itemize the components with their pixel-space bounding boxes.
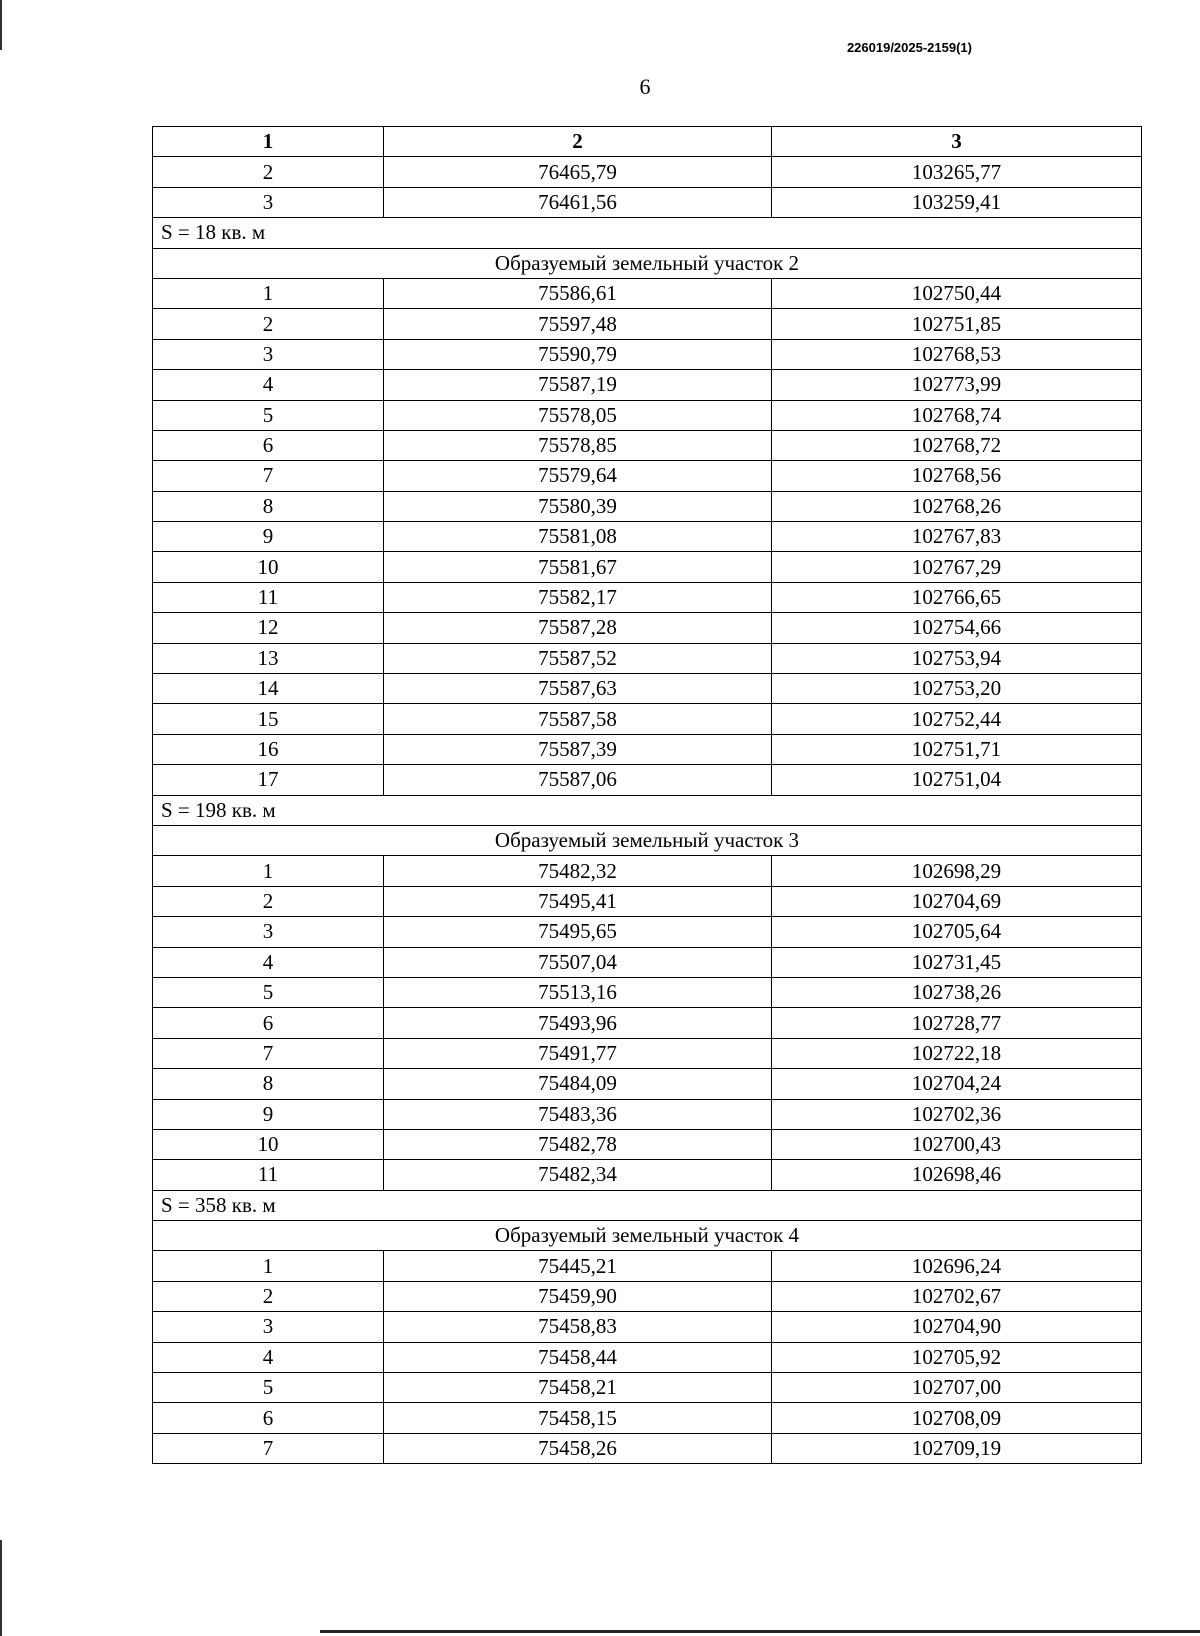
y-coordinate-cell: 102754,66 <box>772 613 1142 643</box>
y-coordinate-cell: 102773,99 <box>772 370 1142 400</box>
x-coordinate-cell: 75495,41 <box>384 886 772 916</box>
point-number-cell: 1 <box>153 278 384 308</box>
table-row <box>153 1403 1142 1433</box>
x-coordinate-cell: 75491,77 <box>384 1038 772 1068</box>
table-row <box>153 643 1142 673</box>
table-row <box>153 1312 1142 1342</box>
area-row <box>153 1190 1142 1220</box>
y-coordinate-cell: 102753,94 <box>772 643 1142 673</box>
x-coordinate-cell: 75493,96 <box>384 1008 772 1038</box>
y-coordinate-cell: 102767,29 <box>772 552 1142 582</box>
point-number-cell: 11 <box>153 582 384 612</box>
column-header: 2 <box>384 127 772 157</box>
point-number-cell: 5 <box>153 1373 384 1403</box>
y-coordinate-cell: 102698,29 <box>772 856 1142 886</box>
area-label: S = 198 кв. м <box>153 795 1142 825</box>
x-coordinate-cell: 75587,58 <box>384 704 772 734</box>
point-number-cell: 7 <box>153 1433 384 1463</box>
y-coordinate-cell: 102704,90 <box>772 1312 1142 1342</box>
point-number-cell: 8 <box>153 1069 384 1099</box>
section-title: Образуемый земельный участок 4 <box>153 1221 1142 1251</box>
table-row <box>153 917 1142 947</box>
table-row <box>153 947 1142 977</box>
y-coordinate-cell: 102768,26 <box>772 491 1142 521</box>
table-row <box>153 1129 1142 1159</box>
point-number-cell: 2 <box>153 157 384 187</box>
y-coordinate-cell: 102752,44 <box>772 704 1142 734</box>
y-coordinate-cell: 102768,53 <box>772 339 1142 369</box>
y-coordinate-cell: 102705,64 <box>772 917 1142 947</box>
x-coordinate-cell: 75580,39 <box>384 491 772 521</box>
y-coordinate-cell: 102707,00 <box>772 1373 1142 1403</box>
table-row <box>153 278 1142 308</box>
point-number-cell: 11 <box>153 1160 384 1190</box>
table-row <box>153 1008 1142 1038</box>
y-coordinate-cell: 102704,69 <box>772 886 1142 916</box>
point-number-cell: 10 <box>153 552 384 582</box>
y-coordinate-cell: 103259,41 <box>772 187 1142 217</box>
point-number-cell: 1 <box>153 856 384 886</box>
point-number-cell: 2 <box>153 309 384 339</box>
column-header: 3 <box>772 127 1142 157</box>
y-coordinate-cell: 102731,45 <box>772 947 1142 977</box>
x-coordinate-cell: 75458,26 <box>384 1433 772 1463</box>
x-coordinate-cell: 75587,06 <box>384 765 772 795</box>
x-coordinate-cell: 75590,79 <box>384 339 772 369</box>
table-row <box>153 1373 1142 1403</box>
point-number-cell: 7 <box>153 461 384 491</box>
table-row <box>153 157 1142 187</box>
point-number-cell: 3 <box>153 1312 384 1342</box>
x-coordinate-cell: 75483,36 <box>384 1099 772 1129</box>
document-id: 226019/2025-2159(1) <box>846 40 972 55</box>
x-coordinate-cell: 75581,67 <box>384 552 772 582</box>
x-coordinate-cell: 75458,15 <box>384 1403 772 1433</box>
y-coordinate-cell: 103265,77 <box>772 157 1142 187</box>
y-coordinate-cell: 102704,24 <box>772 1069 1142 1099</box>
page-number: 6 <box>639 74 651 99</box>
point-number-cell: 2 <box>153 1281 384 1311</box>
point-number-cell: 9 <box>153 522 384 552</box>
point-number-cell: 8 <box>153 491 384 521</box>
table-row <box>153 674 1142 704</box>
area-row <box>153 795 1142 825</box>
y-coordinate-cell: 102702,67 <box>772 1281 1142 1311</box>
table-row <box>153 187 1142 217</box>
point-number-cell: 3 <box>153 339 384 369</box>
area-label: S = 18 кв. м <box>153 218 1142 248</box>
point-number-cell: 3 <box>153 187 384 217</box>
y-coordinate-cell: 102767,83 <box>772 522 1142 552</box>
x-coordinate-cell: 75586,61 <box>384 278 772 308</box>
y-coordinate-cell: 102702,36 <box>772 1099 1142 1129</box>
table-row <box>153 856 1142 886</box>
x-coordinate-cell: 75482,34 <box>384 1160 772 1190</box>
section-title: Образуемый земельный участок 2 <box>153 248 1142 278</box>
point-number-cell: 14 <box>153 674 384 704</box>
table-row <box>153 1099 1142 1129</box>
section-title-row <box>153 825 1142 855</box>
point-number-cell: 9 <box>153 1099 384 1129</box>
table-row <box>153 734 1142 764</box>
point-number-cell: 5 <box>153 400 384 430</box>
section-title-row <box>153 248 1142 278</box>
area-label: S = 358 кв. м <box>153 1190 1142 1220</box>
point-number-cell: 5 <box>153 977 384 1007</box>
section-title-row <box>153 1221 1142 1251</box>
table-row <box>153 765 1142 795</box>
y-coordinate-cell: 102696,24 <box>772 1251 1142 1281</box>
table-row <box>153 1251 1142 1281</box>
point-number-cell: 15 <box>153 704 384 734</box>
table-header-row <box>153 127 1142 157</box>
table-row <box>153 582 1142 612</box>
column-header: 1 <box>153 127 384 157</box>
table-row <box>153 309 1142 339</box>
point-number-cell: 12 <box>153 613 384 643</box>
x-coordinate-cell: 75587,63 <box>384 674 772 704</box>
x-coordinate-cell: 75581,08 <box>384 522 772 552</box>
x-coordinate-cell: 75579,64 <box>384 461 772 491</box>
table-row <box>153 400 1142 430</box>
x-coordinate-cell: 75587,52 <box>384 643 772 673</box>
y-coordinate-cell: 102768,56 <box>772 461 1142 491</box>
point-number-cell: 4 <box>153 370 384 400</box>
x-coordinate-cell: 75495,65 <box>384 917 772 947</box>
x-coordinate-cell: 75445,21 <box>384 1251 772 1281</box>
table-row <box>153 461 1142 491</box>
x-coordinate-cell: 75482,78 <box>384 1129 772 1159</box>
x-coordinate-cell: 75458,21 <box>384 1373 772 1403</box>
coordinates-table <box>152 126 1142 1464</box>
point-number-cell: 6 <box>153 1008 384 1038</box>
point-number-cell: 4 <box>153 947 384 977</box>
table-row <box>153 1038 1142 1068</box>
y-coordinate-cell: 102705,92 <box>772 1342 1142 1372</box>
x-coordinate-cell: 75507,04 <box>384 947 772 977</box>
point-number-cell: 2 <box>153 886 384 916</box>
table-row <box>153 491 1142 521</box>
y-coordinate-cell: 102698,46 <box>772 1160 1142 1190</box>
table-row <box>153 613 1142 643</box>
y-coordinate-cell: 102738,26 <box>772 977 1142 1007</box>
y-coordinate-cell: 102750,44 <box>772 278 1142 308</box>
point-number-cell: 10 <box>153 1129 384 1159</box>
y-coordinate-cell: 102751,71 <box>772 734 1142 764</box>
point-number-cell: 16 <box>153 734 384 764</box>
y-coordinate-cell: 102751,85 <box>772 309 1142 339</box>
table-row <box>153 886 1142 916</box>
table-row <box>153 704 1142 734</box>
y-coordinate-cell: 102766,65 <box>772 582 1142 612</box>
x-coordinate-cell: 75578,85 <box>384 430 772 460</box>
point-number-cell: 6 <box>153 430 384 460</box>
x-coordinate-cell: 75587,28 <box>384 613 772 643</box>
scan-edge <box>0 1540 2 1636</box>
table-row <box>153 977 1142 1007</box>
x-coordinate-cell: 75587,19 <box>384 370 772 400</box>
y-coordinate-cell: 102709,19 <box>772 1433 1142 1463</box>
y-coordinate-cell: 102728,77 <box>772 1008 1142 1038</box>
point-number-cell: 13 <box>153 643 384 673</box>
table-row <box>153 370 1142 400</box>
x-coordinate-cell: 76461,56 <box>384 187 772 217</box>
x-coordinate-cell: 75484,09 <box>384 1069 772 1099</box>
table-row <box>153 1160 1142 1190</box>
scan-edge <box>320 1630 1200 1633</box>
x-coordinate-cell: 75587,39 <box>384 734 772 764</box>
y-coordinate-cell: 102722,18 <box>772 1038 1142 1068</box>
x-coordinate-cell: 75513,16 <box>384 977 772 1007</box>
area-row <box>153 218 1142 248</box>
table-row <box>153 552 1142 582</box>
table-row <box>153 339 1142 369</box>
point-number-cell: 1 <box>153 1251 384 1281</box>
table-row <box>153 1342 1142 1372</box>
table-row <box>153 1069 1142 1099</box>
point-number-cell: 6 <box>153 1403 384 1433</box>
table-row <box>153 1433 1142 1463</box>
point-number-cell: 3 <box>153 917 384 947</box>
point-number-cell: 4 <box>153 1342 384 1372</box>
x-coordinate-cell: 75482,32 <box>384 856 772 886</box>
section-title: Образуемый земельный участок 3 <box>153 825 1142 855</box>
point-number-cell: 7 <box>153 1038 384 1068</box>
y-coordinate-cell: 102708,09 <box>772 1403 1142 1433</box>
x-coordinate-cell: 75459,90 <box>384 1281 772 1311</box>
table-row <box>153 430 1142 460</box>
x-coordinate-cell: 75582,17 <box>384 582 772 612</box>
y-coordinate-cell: 102700,43 <box>772 1129 1142 1159</box>
y-coordinate-cell: 102753,20 <box>772 674 1142 704</box>
x-coordinate-cell: 76465,79 <box>384 157 772 187</box>
x-coordinate-cell: 75597,48 <box>384 309 772 339</box>
x-coordinate-cell: 75458,44 <box>384 1342 772 1372</box>
point-number-cell: 17 <box>153 765 384 795</box>
table-row <box>153 522 1142 552</box>
x-coordinate-cell: 75458,83 <box>384 1312 772 1342</box>
y-coordinate-cell: 102768,74 <box>772 400 1142 430</box>
table-row <box>153 1281 1142 1311</box>
y-coordinate-cell: 102751,04 <box>772 765 1142 795</box>
x-coordinate-cell: 75578,05 <box>384 400 772 430</box>
scan-edge <box>0 0 2 50</box>
y-coordinate-cell: 102768,72 <box>772 430 1142 460</box>
